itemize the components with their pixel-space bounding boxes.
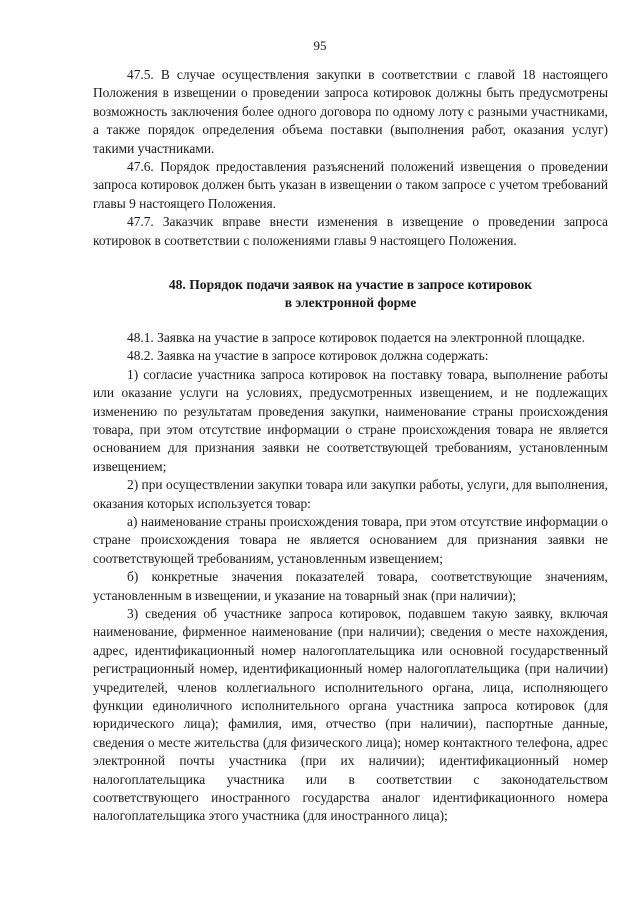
page-number: 95 (313, 38, 327, 53)
paragraph-47-7: 47.7. Заказчик вправе внести изменения в извещение о проведении запроса котировок в соответствии с положениями главы 9 настоящего Положения. (93, 214, 608, 248)
list-item-1: 1) согласие участника запроса котировок на поставку товара, выполнение работы или оказание услуги на условиях, предусмотренных извещением, и не подлежащих изменению по результатам проведения закупки, наименование страны происхождения товара, при этом отсутствие информации о стране происхождения товара не является основанием для признания заявки не соответствующей требованиям, установленным извещением; (93, 366, 608, 474)
paragraph-47-6: 47.6. Порядок предоставления разъяснений положений извещения о проведении запроса котировок должен быть указан в извещении о таком запросе с учетом требований главы 9 настоящего Положения. (93, 159, 608, 211)
section-heading-line2: в электронной форме (284, 295, 417, 311)
list-item-2b: б) конкретные значения показателей товара, соответствующие значениям, установленным в извещении, и указание на товарный знак (при наличии); (93, 569, 608, 603)
section-heading-48 (93, 276, 608, 313)
list-item-2: 2) при осуществлении закупки товара или закупки работы, услуги, для выполнения, оказания которых используется товар: (93, 477, 608, 511)
document-body (93, 66, 608, 826)
section-heading-line1: 48. Порядок подачи заявок на участие в запросе котировок (168, 277, 533, 293)
list-item-3: 3) сведения об участнике запроса котировок, подавшем такую заявку, включая наименование, фирменное наименование (при наличии); сведения о месте нахождения, адрес, идентификационный номер налогоплательщика или основной государственный регистрационный номер, идентификационный номер налогоплательщика (при наличии) учредителей, членов коллегиального исполнительного органа, лица, исполняющего функции единоличного исполнительного органа участника запроса котировок (для юридического лица); фамилия, имя, отчество (при наличии), паспортные данные, сведения о месте жительства (для физического лица); номер контактного телефона, адрес электронной почты участника (при их наличии); идентификационный номер налогоплательщика участника или в соответствии с законодательством соответствующего иностранного государства аналог идентификационного номера налогоплательщика этого участника (для иностранного лица); (93, 605, 608, 824)
paragraph-48-1: 48.1. Заявка на участие в запросе котировок подается на электронной площадке. (127, 329, 586, 345)
paragraph-47-5: 47.5. В случае осуществления закупки в соответствии с главой 18 настоящего Положения в извещении о проведении запроса котировок должны быть предусмотрены возможность заключения более одного договора по одному лоту с разными участниками, а также порядок определения объема поставки (выполнения работ, оказания услуг) такими участниками. (93, 67, 608, 156)
list-item-2a: а) наименование страны происхождения товара, при этом отсутствие информации о стране происхождения товара не является основанием для признания заявки не соответствующей требованиям, установленным извещением; (93, 513, 608, 566)
paragraph-48-2: 48.2. Заявка на участие в запросе котировок должна содержать: (127, 348, 489, 364)
